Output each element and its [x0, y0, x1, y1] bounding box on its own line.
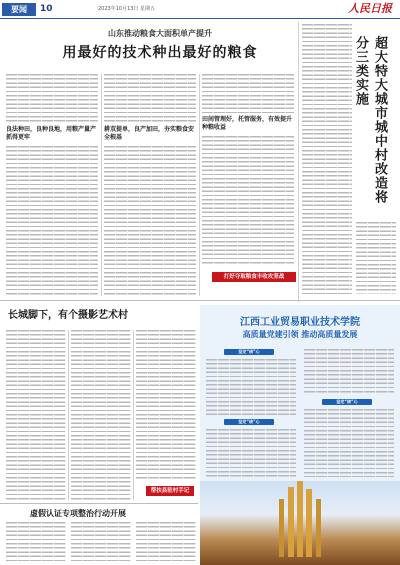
lead-text-col-2	[104, 74, 196, 122]
lead-headline: 用最好的技术种出最好的粮食	[62, 45, 258, 61]
ad-section-label: 坚定“核”心	[224, 349, 274, 355]
campus-sculpture	[279, 499, 284, 557]
lead-text-col-3	[202, 74, 294, 114]
campaign-banner: 打好夺取粮食丰收攻坚战	[212, 272, 296, 282]
lead-text-col-2b	[104, 146, 196, 296]
bottom-text-col-1	[6, 522, 66, 562]
ad-section-label: 坚定“核”心	[224, 419, 274, 425]
lead-kicker: 山东推动粮食大面积单产提升	[108, 28, 212, 38]
newspaper-logo: 人民日报	[348, 2, 392, 15]
ad-section-label: 坚定“核”心	[322, 399, 372, 405]
bottom-headline: 虚假认证专项整治行动开展	[30, 508, 126, 518]
college-advertisement	[200, 305, 400, 565]
column-divider	[133, 330, 134, 500]
section-divider	[0, 300, 400, 301]
second-body-text	[6, 330, 7, 331]
ad-title: 江西工业贸易职业技术学院	[240, 317, 360, 328]
feature-text-col-b	[356, 222, 396, 294]
section-divider	[0, 503, 198, 504]
lead-subhead-3: 田间管理好，托管服务，有效提升种粮收益	[202, 116, 293, 131]
bottom-text-col-3	[136, 522, 196, 562]
lead-body-text	[6, 74, 7, 75]
ad-text-col-2	[304, 349, 394, 395]
feature-body-text	[302, 24, 303, 25]
lead-text-col-1b	[6, 146, 98, 296]
lead-byline	[90, 64, 230, 69]
bottom-text-col-2	[71, 522, 131, 562]
lead-subhead-2: 耕双提单，良产加田，夯实粮食安全根基	[104, 126, 195, 141]
second-text-col-1	[6, 330, 66, 500]
column-divider	[101, 74, 102, 296]
lead-text-col-3b	[202, 136, 294, 266]
second-headline: 长城脚下，有个摄影艺术村	[8, 310, 128, 321]
masthead	[0, 0, 400, 18]
ad-text-col-2b	[304, 409, 394, 477]
feature-headline: 超大特大城市城中村改造将分三类实施	[353, 36, 387, 204]
second-text-col-2	[71, 330, 131, 500]
column-divider	[298, 22, 299, 302]
bottom-body-text	[6, 522, 7, 523]
second-byline	[60, 321, 150, 326]
feature-text-col-a	[302, 24, 352, 294]
column-divider	[68, 330, 69, 500]
campus-photo	[200, 481, 400, 565]
ad-slogan: 高质量党建引领 推动高质量发展	[242, 330, 358, 339]
column-divider	[199, 74, 200, 296]
campus-sculpture	[297, 481, 303, 557]
column-tag: 帮扶县驻村手记	[146, 486, 194, 496]
ad-text-col-1b	[206, 429, 296, 477]
second-text-col-3	[136, 330, 196, 480]
ad-text-col-1	[206, 359, 296, 415]
campus-sculpture	[288, 487, 294, 557]
page-number: 10	[40, 4, 53, 14]
campus-sculpture	[306, 489, 312, 557]
lead-text-col-1	[6, 74, 98, 122]
lead-subhead-1: 良法种田，良种良地，用粮产量产抓得更牢	[6, 126, 97, 141]
campus-sculpture	[316, 499, 321, 557]
dateline: 2023年10月13日 星期五	[98, 6, 156, 12]
top-rule	[0, 18, 400, 19]
section-tag: 要闻	[2, 3, 36, 16]
